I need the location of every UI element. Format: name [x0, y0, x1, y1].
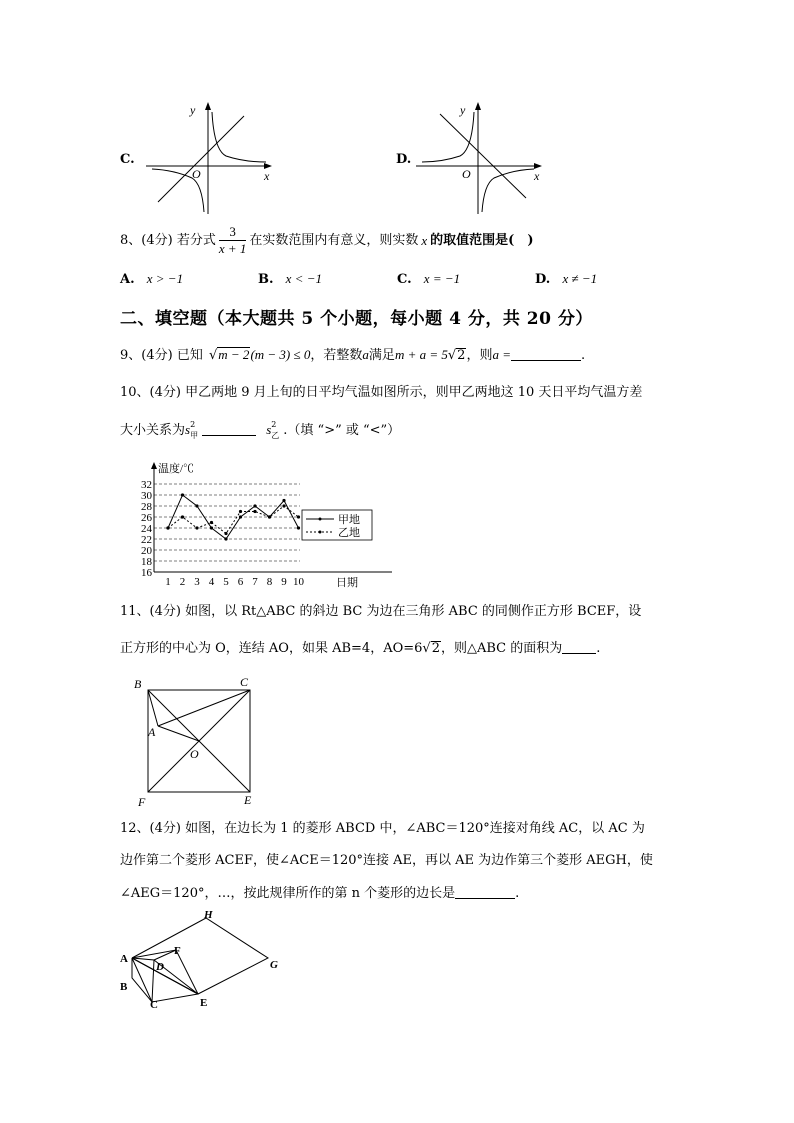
q11-line2a: 正方形的中心为 O，连结 AO，如果 AB=4，AO=6	[120, 641, 423, 656]
q11-label-c: C	[240, 675, 249, 689]
series-2-point	[181, 515, 184, 518]
y-tick-label: 16	[141, 567, 152, 579]
legend-box	[302, 510, 372, 540]
q12-label-c: C	[150, 999, 158, 1010]
q11-label-b: B	[134, 677, 142, 691]
q11-label-a: A	[148, 725, 156, 739]
option-c-label: C.	[120, 152, 135, 167]
temperature-chart	[120, 458, 400, 590]
y-tick-label: 24	[141, 523, 152, 535]
q8-frac-num: 3	[219, 224, 247, 241]
q9-text2: 满足	[368, 348, 395, 363]
x-tick-label: 2	[179, 576, 186, 588]
s-jia: s	[185, 422, 191, 437]
q8-frac-den: x + 1	[218, 241, 247, 256]
x-tick-label: 8	[266, 576, 273, 588]
q9-stem: 9、(4分) 已知 √m − 2(m − 3) ≤ 0，若整数a满足m + a = 5√2，则a = .	[120, 347, 586, 363]
s-yi-sup: 2	[271, 420, 277, 429]
legend-marker-2	[319, 531, 322, 534]
q11-line2b: ，则△ABC 的面积为	[441, 641, 563, 656]
q9-ans-lhs: a =	[492, 347, 511, 362]
q9-number: 9、(4分) 已知	[120, 348, 203, 363]
q8-stem	[120, 224, 533, 257]
q12-line3	[120, 884, 519, 903]
series-1-point	[181, 493, 184, 496]
q12-label-f: F	[174, 945, 181, 957]
y-tick-label: 30	[141, 490, 152, 502]
q9-text1: ，若整数	[310, 348, 363, 363]
y-tick-label: 18	[141, 556, 152, 568]
s-yi: s	[266, 422, 272, 437]
x-tick-label: 7	[252, 576, 258, 588]
section-title: 二、填空题（本大题共 5 个小题，每小题 4 分，共 20 分）	[120, 309, 593, 329]
q9-text3: ，则	[466, 348, 493, 363]
y-axis-arrow	[151, 462, 157, 469]
c-y-axis-label: y	[190, 103, 196, 117]
series-1-point	[210, 526, 213, 529]
c-x-axis-label: x	[264, 169, 270, 183]
q8-option-c[interactable]	[397, 270, 460, 289]
q11-label-e: E	[244, 793, 252, 807]
series-1-point	[282, 499, 285, 502]
d-x-axis-label: x	[534, 169, 540, 183]
q12-answer-blank[interactable]	[455, 884, 515, 899]
q12-label-b: B	[120, 981, 128, 993]
q8-option-d-label: D.	[535, 272, 551, 287]
q9-end: .	[581, 348, 586, 363]
series-2-point	[210, 521, 213, 524]
series-2-point	[224, 532, 227, 535]
series-2-point	[195, 526, 198, 529]
q11-line1: 11、(4分) 如图，以 Rt△ABC 的斜边 BC 为边在三角形 ABC 的同侧作正方形 BCEF，设	[120, 604, 642, 619]
series-2-point	[166, 526, 169, 529]
q9-var-a: a	[362, 347, 369, 362]
q9-eq-lhs: m + a = 5	[394, 347, 448, 362]
series-1-point	[297, 526, 300, 529]
q10-line2a: 大小关系为	[120, 423, 186, 438]
q12-label-a: A	[120, 953, 128, 965]
q8-option-d[interactable]	[535, 270, 597, 289]
q8-text-end: 的取值范围是( )	[430, 232, 534, 248]
series-line-2	[168, 506, 299, 534]
q10-line2b: .（填 “>” 或 “<”）	[283, 423, 401, 438]
series-2-point	[297, 515, 300, 518]
q8-option-b-expr: x < −1	[285, 271, 322, 286]
q12-end: .	[515, 886, 520, 901]
series-1-point	[195, 504, 198, 507]
q8-option-b-label: B.	[258, 272, 274, 287]
series-1-point	[224, 537, 227, 540]
c-origin-label: O	[192, 167, 201, 181]
q10-answer-blank[interactable]	[202, 421, 256, 436]
d-y-axis-label: y	[460, 103, 466, 117]
q10-line1: 10、(4分) 甲乙两地 9 月上旬的日平均气温如图所示，则甲乙两地这 10 天日平均气温方差	[120, 385, 643, 400]
x-tick-label: 1	[165, 576, 171, 588]
q10-line2	[120, 420, 400, 440]
q12-rhombus-figure	[114, 908, 284, 1010]
x-tick-label: 10	[293, 576, 304, 588]
q8-option-b[interactable]	[258, 270, 322, 289]
q8-option-a-expr: x > −1	[146, 271, 184, 286]
y-tick-label: 20	[141, 545, 152, 557]
q8-fraction	[219, 224, 247, 257]
q12-line1: 12、(4分) 如图，在边长为 1 的菱形 ABCD 中，∠ABC＝120°连接对角线 AC，以 AC 为	[120, 821, 645, 836]
option-c-graph	[140, 98, 290, 218]
q12-line3a: ∠AEG＝120°，…，按此规律所作的第 n 个菱形的边长是	[120, 886, 456, 901]
legend-label-1: 甲地	[338, 514, 360, 526]
y-tick-label: 26	[141, 512, 152, 524]
series-2-point	[239, 510, 242, 513]
x-tick-label: 3	[194, 576, 200, 588]
legend-marker-1	[319, 518, 322, 521]
s-jia-sub: 甲	[190, 431, 199, 440]
q9-expr-rest: (m − 3) ≤ 0	[250, 347, 311, 362]
series-line-1	[168, 495, 299, 539]
q11-end: .	[596, 641, 601, 656]
q11-rad: 2	[431, 641, 440, 656]
q8-var: x	[421, 232, 428, 248]
q12-label-h: H	[204, 909, 213, 921]
y-tick-label: 22	[141, 534, 152, 546]
legend-label-2: 乙地	[338, 527, 360, 539]
option-d-graph	[410, 98, 560, 218]
q11-square-figure	[130, 672, 270, 810]
x-axis-label: 日期	[336, 577, 358, 589]
x-tick-label: 9	[281, 576, 287, 588]
s-yi-sub: 乙	[271, 431, 280, 440]
q9-radicand: m − 2	[218, 347, 250, 362]
q12-label-g: G	[270, 959, 278, 971]
x-tick-label: 6	[237, 576, 244, 588]
y-tick-label: 32	[141, 479, 152, 491]
series-1-point	[253, 504, 256, 507]
q8-option-d-expr: x ≠ −1	[562, 271, 598, 286]
q11-answer-blank[interactable]	[562, 639, 596, 654]
q9-eq-rad: 2	[457, 348, 466, 363]
q8-option-c-label: C.	[397, 272, 412, 287]
q12-label-d: D	[156, 961, 164, 973]
q11-line2: 正方形的中心为 O，连结 AO，如果 AB=4，AO=6√2，则△ABC 的面积为 .	[120, 641, 601, 656]
q11-label-f: F	[138, 795, 146, 809]
q8-text-mid: 在实数范围内有意义，则实数	[249, 232, 419, 248]
d-origin-label: O	[462, 167, 471, 181]
series-2-point	[253, 510, 256, 513]
q8-option-c-expr: x = −1	[423, 271, 461, 286]
s-jia-sup: 2	[190, 420, 196, 429]
y-axis-label: 温度/℃	[158, 463, 195, 475]
q9-answer-blank[interactable]	[511, 346, 581, 361]
option-d-label: D.	[396, 152, 412, 167]
q12-line2: 边作第二个菱形 ACEF，使∠ACE＝120°连接 AE，再以 AE 为边作第三个菱形 AEGH，使	[120, 853, 653, 868]
q8-option-a[interactable]	[120, 270, 183, 289]
x-tick-label: 5	[223, 576, 229, 588]
series-2-point	[268, 515, 271, 518]
q12-label-e: E	[200, 997, 208, 1009]
y-tick-label: 28	[141, 501, 152, 513]
q11-label-o: O	[190, 747, 199, 761]
series-1-point	[239, 515, 242, 518]
q8-number: 8、(4分) 若分式	[120, 232, 216, 248]
series-2-point	[282, 504, 285, 507]
q8-option-a-label: A.	[120, 272, 135, 287]
x-tick-label: 4	[208, 576, 215, 588]
